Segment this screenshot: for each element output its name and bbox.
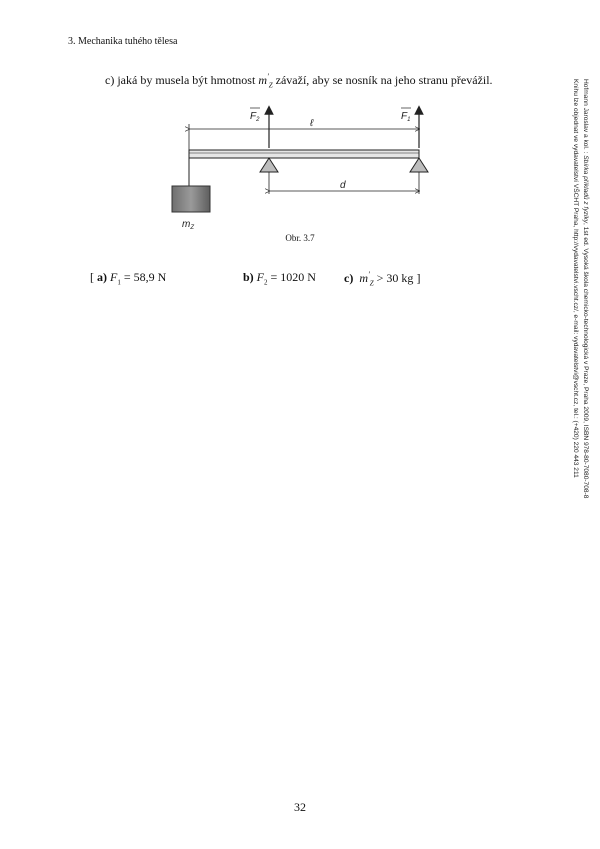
question-c [105,72,493,89]
question-text-after: závaží, aby se nosník na jeho stranu převážil. [275,73,493,87]
answer-b: b) $F_2 = 1020$ N [243,270,316,287]
side-citation-line2: Knihu lze objednat ve vydavatelství VŠCHT Praha, http://vydavatelstvi.vscht.cz/, e-mail: vydavatelstvi@vscht.cz, tel.: (+420) 220 443 211 [572,79,579,478]
answer-a: [ a) $F_1 = 58,9$ N [90,270,167,287]
answer-c: c) $m'_Z > 30$ kg ] [344,270,421,288]
chapter-header: 3. Mechanika tuhého tělesa [68,36,178,47]
beam [189,150,419,158]
mass-symbol: $m'_Z$ [258,72,273,90]
label-mz: $m_Z$ [182,219,195,230]
side-citation [570,79,590,584]
page-number: 32 [294,800,306,814]
support-left [260,158,278,172]
side-citation-line1: Hofmann Jaroslav a kol. : Sbírka příkladů z fyziky, 1st ed. Vysoká škola chemicko-technologická v Praze, Praha 2009, ISBN 978-80-7080-708-8 [582,79,589,499]
question-text-before: jaká by musela být hmotnost [117,73,256,87]
support-right [410,158,428,172]
mass-block [172,186,210,212]
label-l: ℓ [310,118,314,129]
beam-diagram [160,100,440,230]
figure-caption: Obr. 3.7 [285,233,315,243]
label-f1: $F_1$ [401,111,411,123]
label-f2: $F_2$ [250,111,260,123]
question-label: c) [105,73,115,87]
label-d: d [340,180,346,191]
